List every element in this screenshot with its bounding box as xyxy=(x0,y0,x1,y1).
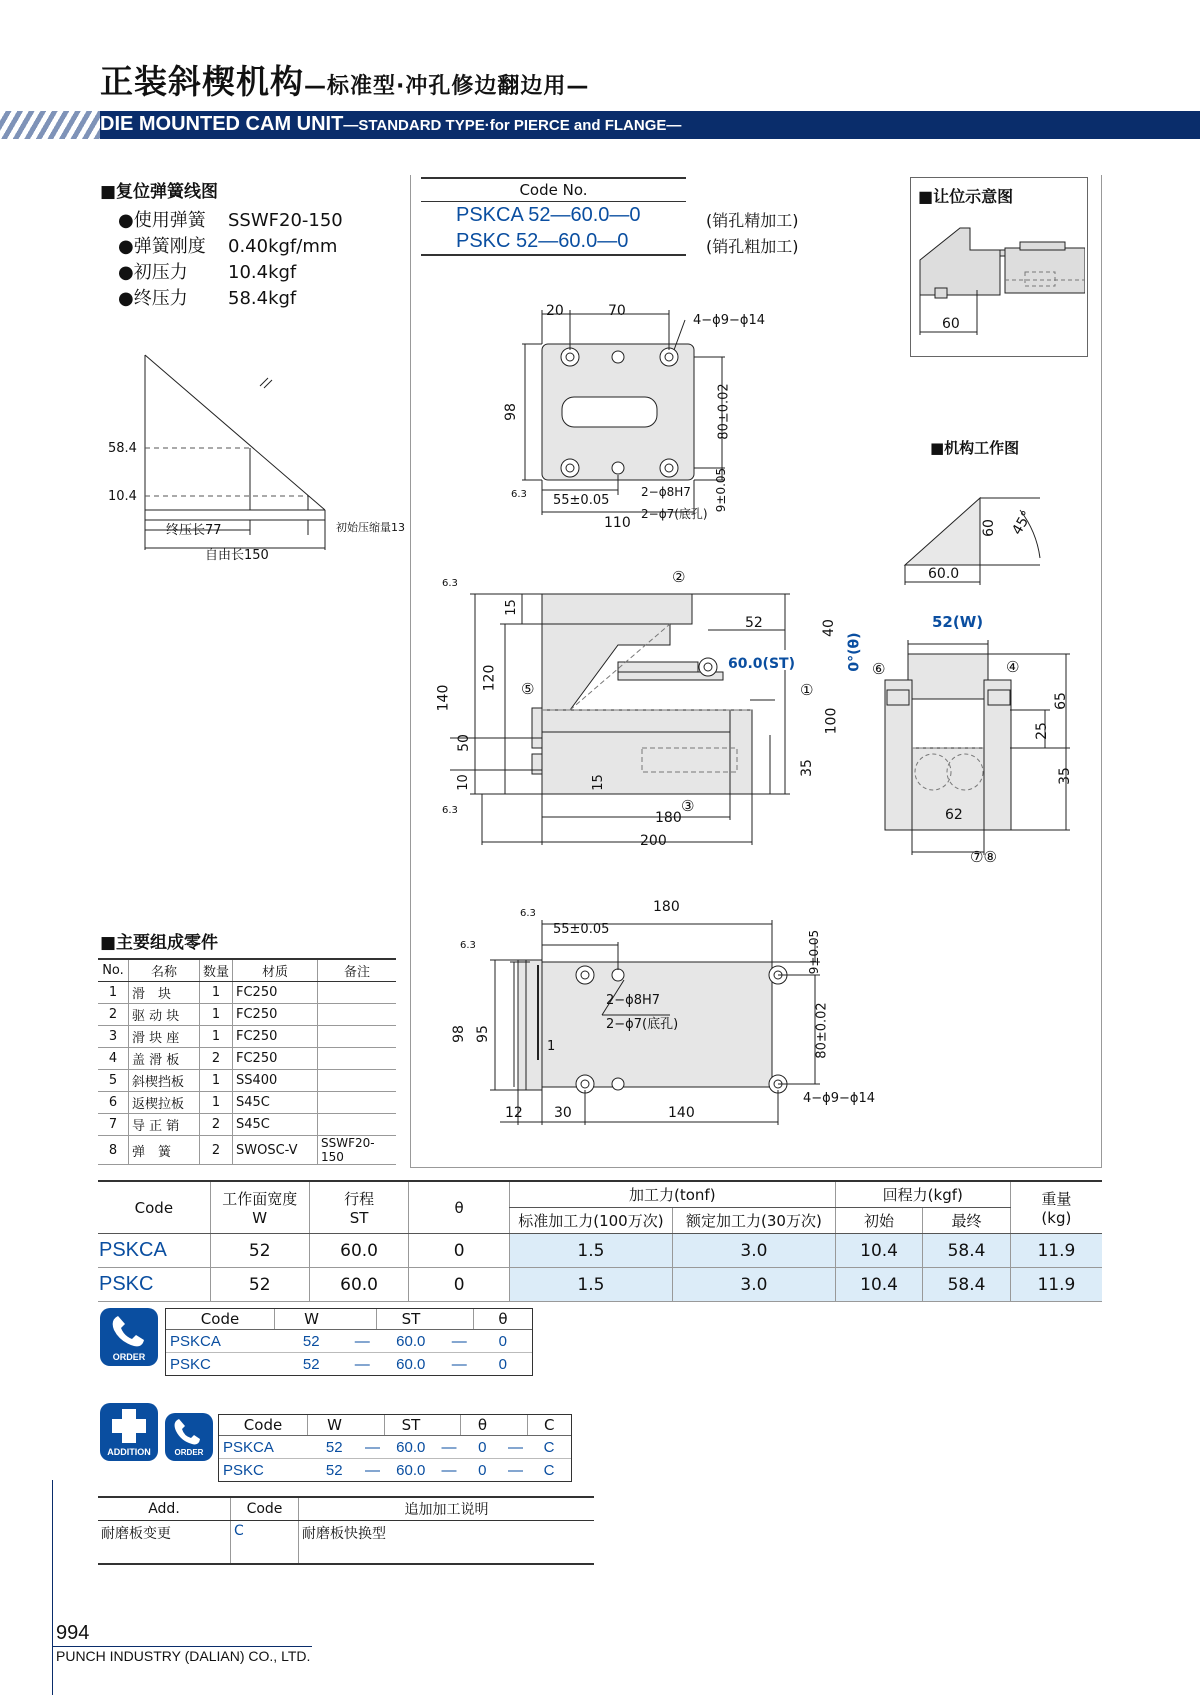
bottom-d55: 55±0.05 xyxy=(553,922,610,937)
front-rough-1: 6.3 xyxy=(442,578,458,589)
side-d62: 62 xyxy=(945,807,963,823)
table-row: PSKC 52 — 60.0 — 0 — C xyxy=(223,1461,555,1479)
side-n4: ④ xyxy=(1006,658,1020,676)
bottom-d30: 30 xyxy=(554,1105,572,1121)
front-n1: ① xyxy=(800,681,814,699)
table-row: 4 盖 滑 板 2 FC250 xyxy=(98,1048,396,1070)
spec-h-final: 最终 xyxy=(923,1208,1010,1234)
front-d52: 52 xyxy=(745,615,763,631)
top-d70: 70 xyxy=(608,303,626,319)
table-row: PSKC 52 — 60.0 — 0 xyxy=(170,1355,507,1373)
top-d9: 9±0.05 xyxy=(714,467,729,513)
spec-h-weight: 重量 (kg) xyxy=(1010,1181,1102,1234)
english-title: DIE MOUNTED CAM UNIT—STANDARD TYPE·for PIERCE and FLANGE— xyxy=(100,113,682,135)
front-d180: 180 xyxy=(655,810,682,826)
spec-h-w: 工作面宽度 W xyxy=(210,1181,309,1234)
table-row: PSKCA 52 60.0 0 1.5 3.0 10.4 58.4 11.9 xyxy=(98,1234,1102,1268)
code-box-header: Code No. xyxy=(421,177,686,202)
front-d15: 15 xyxy=(503,599,519,616)
order-header-row: Code W ST θ xyxy=(166,1309,532,1330)
code-note-1: (销孔精加工) xyxy=(706,211,799,230)
bottom-d1: 1 xyxy=(547,1039,556,1054)
spec-h-theta: θ xyxy=(409,1181,509,1234)
table-row: 8 弹 簧 2 SWOSC-V SSWF20-150 xyxy=(98,1136,396,1165)
table-row: 耐磨板变更 C 耐磨板快换型 xyxy=(98,1521,594,1565)
mechanism-drawing xyxy=(895,490,1055,590)
order-badge-small: ORDER xyxy=(165,1413,213,1461)
mechanism-angle: 45° xyxy=(1009,508,1036,538)
bottom-d12: 12 xyxy=(505,1105,523,1121)
spring-spec-3: ●初压力 10.4kgf xyxy=(118,262,297,283)
front-rough-2: 6.3 xyxy=(442,805,458,816)
top-pin1: 2−ϕ8H7 xyxy=(641,485,691,499)
spring-section-title: ■复位弹簧线图 xyxy=(100,182,219,202)
spec-h-return: 回程力(kgf) xyxy=(835,1181,1010,1208)
parts-header-row: No. 名称 数量 材质 备注 xyxy=(98,959,396,982)
footer-rule xyxy=(52,1480,53,1695)
order-badge: ORDER xyxy=(100,1308,158,1366)
code-note-2: (销孔粗加工) xyxy=(706,237,799,256)
bottom-rough-2: 6.3 xyxy=(460,940,476,951)
front-d50: 50 xyxy=(455,734,472,752)
top-d55: 55±0.05 xyxy=(553,493,610,508)
top-d80: 80±0.02 xyxy=(716,383,732,440)
front-n3: ③ xyxy=(681,797,695,815)
addition-order-table xyxy=(219,1415,571,1481)
code-box xyxy=(421,177,686,256)
front-d140: 140 xyxy=(435,684,452,712)
top-d110: 110 xyxy=(604,515,631,531)
side-width: 52(W) xyxy=(932,613,984,631)
front-st: 60.0(ST) xyxy=(728,656,795,672)
front-d120: 120 xyxy=(481,664,498,692)
parts-section-title: ■主要组成零件 xyxy=(100,933,219,953)
page-number: 994 xyxy=(56,1622,90,1644)
spec-h-initial: 初始 xyxy=(835,1208,922,1234)
spec-table xyxy=(98,1180,1102,1302)
front-d35: 35 xyxy=(798,759,815,777)
side-view-drawing xyxy=(870,630,1090,860)
chart-y-high: 58.4 xyxy=(108,441,137,456)
front-d100: 100 xyxy=(823,707,840,735)
bottom-pin2: 2−ϕ7(底孔) xyxy=(606,1017,679,1032)
table-row: 7 导 正 销 2 S45C xyxy=(98,1114,396,1136)
table-row: 1 滑 块 1 FC250 xyxy=(98,982,396,1004)
table-row: PSKCA 52 — 60.0 — 0 xyxy=(166,1330,532,1353)
spec-h-code: Code xyxy=(98,1181,210,1234)
spec-h-force-std: 标准加工力(100万次) xyxy=(509,1208,672,1234)
clearance-title: ■让位示意图 xyxy=(918,187,1014,206)
spec-h-force: 加工力(tonf) xyxy=(509,1181,835,1208)
bottom-d95: 95 xyxy=(474,1025,491,1043)
spec-h-force-rated: 额定加工力(30万次) xyxy=(673,1208,836,1234)
add-header-row: Add. Code 追加加工说明 xyxy=(98,1497,594,1521)
bottom-rough-1: 6.3 xyxy=(520,908,536,919)
side-n78: ⑦⑧ xyxy=(970,848,997,866)
phone-icon xyxy=(165,1413,213,1447)
top-pin2: 2−ϕ7(底孔) xyxy=(641,507,708,521)
front-n5: ⑤ xyxy=(521,680,535,698)
clearance-drawing xyxy=(915,220,1085,340)
spring-spec-4: ●终压力 58.4kgf xyxy=(118,288,297,309)
bottom-d180: 180 xyxy=(653,899,680,915)
bottom-d9: 9±0.05 xyxy=(807,929,822,975)
clearance-dim: 60 xyxy=(942,316,960,332)
order-table-wrap xyxy=(165,1308,533,1376)
side-n6: ⑥ xyxy=(872,660,886,678)
spring-spec-1: ●使用弹簧 SSWF20-150 xyxy=(118,210,343,231)
chart-y-low: 10.4 xyxy=(108,489,137,504)
bottom-holes: 4−ϕ9−ϕ14 xyxy=(803,1091,876,1106)
table-row: 5 斜楔挡板 1 SS400 xyxy=(98,1070,396,1092)
spring-spec-2: ●弹簧刚度 0.40kgf/mm xyxy=(118,236,338,257)
code-box-row-1: PSKCA 52—60.0—0 xyxy=(456,204,641,226)
english-subtitle: —STANDARD TYPE·for PIERCE and FLANGE— xyxy=(343,117,682,134)
plus-icon xyxy=(100,1403,158,1447)
phone-icon xyxy=(100,1308,158,1350)
chart-final-comp: 终压长77 xyxy=(166,523,222,538)
top-d20: 20 xyxy=(546,303,564,319)
order-table xyxy=(166,1309,532,1375)
side-d35: 35 xyxy=(1056,767,1073,785)
table-row: PSKCA 52 — 60.0 — 0 — C xyxy=(219,1436,571,1459)
front-d40: 40 xyxy=(820,619,837,637)
footer-hrule xyxy=(52,1646,312,1647)
addition-order-table-wrap xyxy=(218,1414,572,1482)
mechanism-title: ■机构工作图 xyxy=(930,439,1020,457)
mechanism-dim-h: 60 xyxy=(980,519,997,537)
page-subtitle: —标准型·冲孔修边翻边用— xyxy=(304,74,590,99)
table-row: 6 返楔拉板 1 S45C xyxy=(98,1092,396,1114)
bottom-pin1: 2−ϕ8H7 xyxy=(606,993,661,1008)
company-name: PUNCH INDUSTRY (DALIAN) CO., LTD. xyxy=(56,1648,311,1664)
addition-header-row: Code W ST θ C xyxy=(219,1415,571,1436)
bottom-d80: 80±0.02 xyxy=(814,1002,830,1059)
page-title: 正装斜楔机构—标准型·冲孔修边翻边用— xyxy=(100,62,590,101)
table-row: PSKC 52 60.0 0 1.5 3.0 10.4 58.4 11.9 xyxy=(98,1268,1102,1302)
front-n2: ② xyxy=(672,568,686,586)
addition-badge: ADDITION xyxy=(100,1403,158,1461)
code-box-row-2: PSKC 52—60.0—0 xyxy=(421,228,686,256)
side-d65: 65 xyxy=(1052,692,1069,710)
chart-initial-comp: 初始压缩量13 xyxy=(336,521,405,534)
front-d15b: 15 xyxy=(590,774,606,791)
top-rough: 6.3 xyxy=(511,489,527,500)
top-d98: 98 xyxy=(502,403,519,421)
spec-h-st: 行程 ST xyxy=(309,1181,409,1234)
table-row: 3 滑 块 座 1 FC250 xyxy=(98,1026,396,1048)
table-row: 2 驱 动 块 1 FC250 xyxy=(98,1004,396,1026)
chart-free-len: 自由长150 xyxy=(205,548,269,563)
spec-header-row-1 xyxy=(98,1181,1102,1208)
front-d10: 10 xyxy=(455,774,471,791)
bottom-d140: 140 xyxy=(668,1105,695,1121)
side-d25: 25 xyxy=(1033,722,1050,740)
add-table xyxy=(98,1496,594,1565)
parts-table xyxy=(98,958,396,1165)
banner-stripes xyxy=(0,111,100,139)
top-view-drawing xyxy=(500,300,740,540)
front-d200: 200 xyxy=(640,833,667,849)
front-theta: 0°(θ) xyxy=(846,632,863,672)
bottom-d98: 98 xyxy=(450,1025,467,1043)
mechanism-dim-w: 60.0 xyxy=(928,566,960,582)
top-holes: 4−ϕ9−ϕ14 xyxy=(693,313,766,328)
